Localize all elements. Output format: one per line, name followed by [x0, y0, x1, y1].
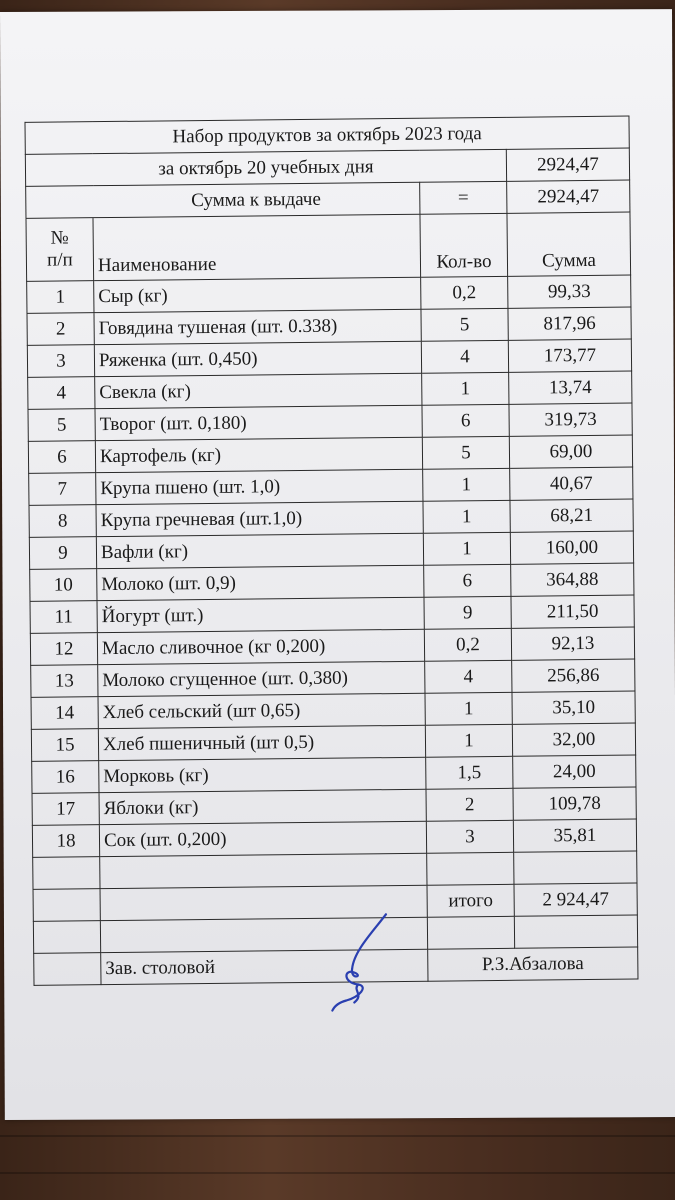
signer-name: Р.З.Абзалова — [428, 947, 638, 981]
row-sum: 92,13 — [511, 627, 634, 660]
row-name: Свекла (кг) — [95, 373, 422, 408]
row-number: 18 — [32, 825, 99, 858]
paper-sheet — [0, 9, 675, 1120]
row-quantity: 1 — [425, 692, 512, 725]
row-name: Сыр (кг) — [94, 277, 421, 312]
row-sum: 364,88 — [511, 563, 634, 596]
row-number: 13 — [31, 665, 98, 698]
row-quantity: 2 — [426, 788, 513, 821]
signer-title: Зав. столовой — [101, 949, 428, 984]
row-sum: 35,81 — [513, 819, 636, 852]
row-name: Картофель (кг) — [95, 437, 422, 472]
payout-label: Сумма к выдаче — [93, 182, 420, 217]
row-quantity: 9 — [424, 596, 511, 629]
row-quantity: 1 — [422, 372, 509, 405]
row-quantity: 5 — [421, 308, 508, 341]
row-sum: 68,21 — [510, 499, 633, 532]
row-name: Вафли (кг) — [96, 533, 423, 568]
row-sum: 13,74 — [509, 371, 632, 404]
row-name: Говядина тушеная (шт. 0.338) — [94, 309, 421, 344]
period-label: за октябрь 20 учебных дня — [25, 149, 506, 186]
row-number: 7 — [29, 473, 96, 506]
row-quantity: 1 — [423, 468, 510, 501]
row-number: 3 — [27, 345, 94, 378]
row-number: 1 — [27, 281, 94, 314]
row-quantity: 6 — [422, 404, 509, 437]
header-name: Наименование — [93, 214, 421, 280]
header-number — [26, 218, 94, 282]
row-quantity: 0,2 — [424, 628, 511, 661]
row-sum: 40,67 — [510, 467, 633, 500]
row-quantity: 1 — [425, 724, 512, 757]
header-number-line1: № — [50, 227, 69, 249]
row-name: Творог (шт. 0,180) — [95, 405, 422, 440]
row-sum: 24,00 — [513, 755, 636, 788]
row-quantity: 6 — [424, 564, 511, 597]
row-number: 5 — [28, 409, 95, 442]
row-number: 10 — [30, 569, 97, 602]
header-row — [26, 212, 631, 281]
document-title: Набор продуктов за октябрь 2023 года — [25, 116, 629, 154]
row-quantity: 4 — [421, 340, 508, 373]
row-name: Молоко сгущенное (шт. 0,380) — [98, 661, 425, 696]
row-sum: 173,77 — [508, 339, 631, 372]
handwritten-signature — [324, 910, 404, 1020]
row-quantity: 1,5 — [426, 756, 513, 789]
header-number-line2: п/п — [47, 249, 73, 271]
row-quantity: 0,2 — [421, 276, 508, 309]
row-name: Хлеб пшеничный (шт 0,5) — [98, 725, 425, 760]
row-name: Морковь (кг) — [99, 757, 426, 792]
header-sum: Сумма — [507, 212, 631, 276]
row-sum: 160,00 — [510, 531, 633, 564]
row-sum: 69,00 — [509, 435, 632, 468]
total-value: 2 924,47 — [514, 883, 637, 916]
row-quantity: 1 — [423, 532, 510, 565]
row-sum: 256,86 — [512, 659, 635, 692]
row-name: Крупа гречневая (шт.1,0) — [96, 501, 423, 536]
row-sum: 319,73 — [509, 403, 632, 436]
header-quantity: Кол-во — [420, 213, 508, 277]
row-sum: 35,10 — [512, 691, 635, 724]
row-number: 17 — [32, 793, 99, 826]
row-name: Яблоки (кг) — [99, 789, 426, 824]
row-number: 15 — [31, 729, 98, 762]
row-sum: 99,33 — [508, 275, 631, 308]
row-number: 2 — [27, 313, 94, 346]
row-sum: 32,00 — [512, 723, 635, 756]
row-sum: 817,96 — [508, 307, 631, 340]
row-number: 6 — [28, 441, 95, 474]
row-number: 14 — [31, 697, 98, 730]
payout-equals: = — [420, 181, 507, 214]
row-number: 12 — [30, 633, 97, 666]
row-quantity: 3 — [426, 820, 513, 853]
total-label: итого — [427, 884, 514, 917]
period-total: 2924,47 — [506, 148, 629, 181]
row-name: Крупа пшено (шт. 1,0) — [96, 469, 423, 504]
row-name: Сок (шт. 0,200) — [99, 821, 426, 856]
row-name: Ряженка (шт. 0,450) — [94, 341, 421, 376]
row-number: 11 — [30, 601, 97, 634]
row-number: 4 — [28, 377, 95, 410]
row-number: 9 — [29, 537, 96, 570]
row-quantity: 4 — [425, 660, 512, 693]
products-table — [24, 116, 638, 986]
row-sum: 109,78 — [513, 787, 636, 820]
payout-total: 2924,47 — [507, 180, 630, 213]
row-name: Йогурт (шт.) — [97, 597, 424, 632]
row-name: Хлеб сельский (шт 0,65) — [98, 693, 425, 728]
row-number: 16 — [32, 761, 99, 794]
row-quantity: 1 — [423, 500, 510, 533]
row-quantity: 5 — [422, 436, 509, 469]
row-name: Масло сливочное (кг 0,200) — [97, 629, 424, 664]
row-name: Молоко (шт. 0,9) — [97, 565, 424, 600]
row-number: 8 — [29, 505, 96, 538]
row-sum: 211,50 — [511, 595, 634, 628]
